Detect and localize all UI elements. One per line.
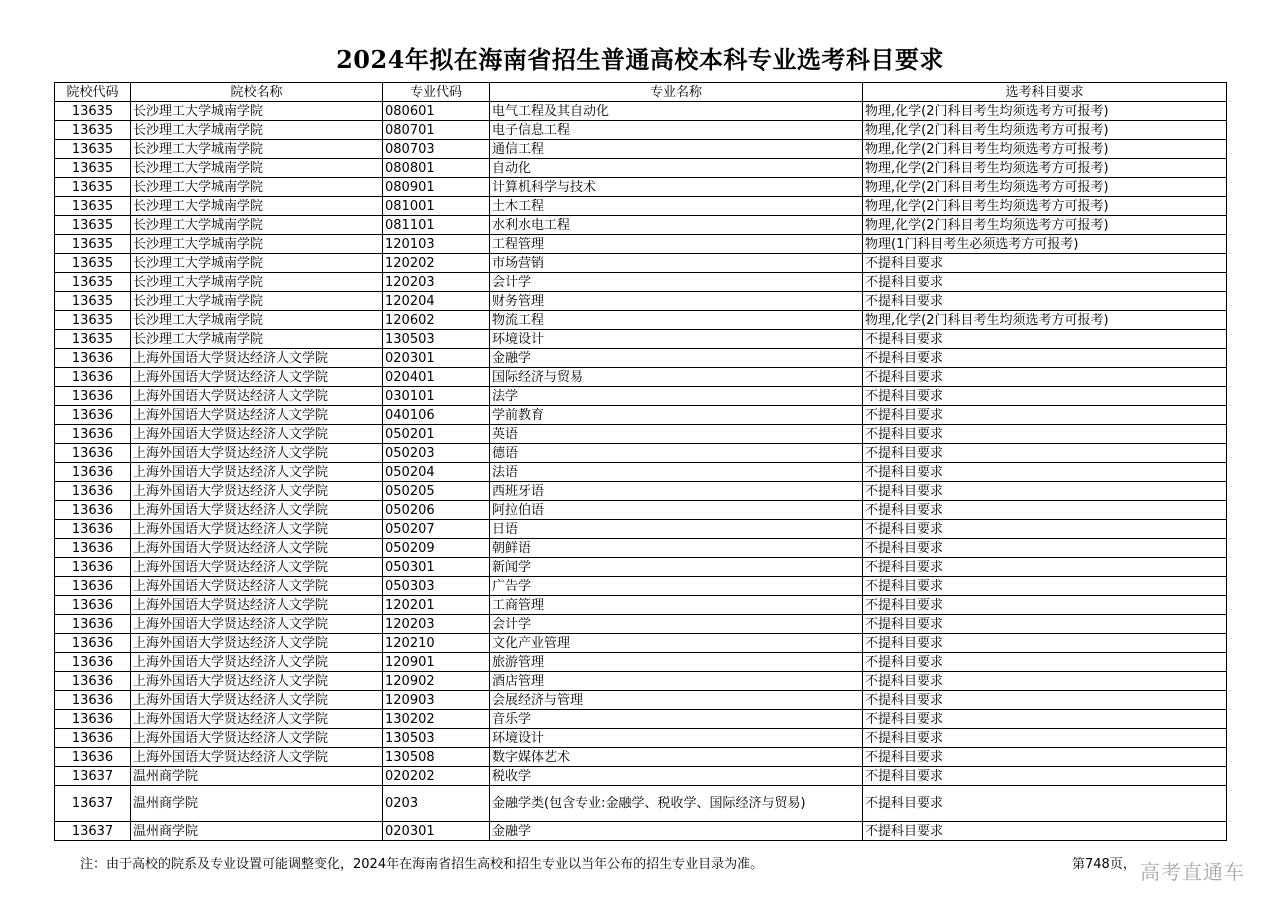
cell-major-code: 050204 xyxy=(383,463,490,482)
table-row xyxy=(55,368,1227,387)
cell-major-name: 西班牙语 xyxy=(490,482,863,501)
cell-major-name: 广告学 xyxy=(490,577,863,596)
cell-subject-requirement: 不提科目要求 xyxy=(863,425,1227,444)
cell-institution-name: 上海外国语大学贤达经济人文学院 xyxy=(131,368,383,387)
cell-major-code: 081001 xyxy=(383,197,490,216)
cell-major-name: 计算机科学与技术 xyxy=(490,178,863,197)
table-row xyxy=(55,767,1227,786)
cell-institution-code: 13636 xyxy=(55,729,131,748)
cell-institution-name: 上海外国语大学贤达经济人文学院 xyxy=(131,634,383,653)
cell-institution-name: 上海外国语大学贤达经济人文学院 xyxy=(131,520,383,539)
table-row xyxy=(55,406,1227,425)
cell-major-code: 080601 xyxy=(383,102,490,121)
table-row xyxy=(55,615,1227,634)
cell-major-code: 050201 xyxy=(383,425,490,444)
cell-major-code: 080701 xyxy=(383,121,490,140)
cell-major-name: 电子信息工程 xyxy=(490,121,863,140)
cell-institution-code: 13637 xyxy=(55,786,131,822)
cell-subject-requirement: 不提科目要求 xyxy=(863,292,1227,311)
table-row xyxy=(55,786,1227,822)
cell-major-name: 环境设计 xyxy=(490,330,863,349)
cell-institution-name: 上海外国语大学贤达经济人文学院 xyxy=(131,387,383,406)
cell-subject-requirement: 不提科目要求 xyxy=(863,254,1227,273)
watermark: 高考直通车 xyxy=(1140,860,1245,884)
cell-major-name: 新闻学 xyxy=(490,558,863,577)
cell-institution-code: 13635 xyxy=(55,102,131,121)
cell-institution-code: 13636 xyxy=(55,349,131,368)
cell-institution-name: 长沙理工大学城南学院 xyxy=(131,178,383,197)
cell-institution-code: 13636 xyxy=(55,520,131,539)
cell-major-code: 120210 xyxy=(383,634,490,653)
cell-subject-requirement: 不提科目要求 xyxy=(863,653,1227,672)
table-row xyxy=(55,577,1227,596)
footnote: 注：由于高校的院系及专业设置可能调整变化，2024年在海南省招生高校和招生专业以当年公布的招生专业目录为准。 xyxy=(80,857,764,872)
cell-institution-code: 13636 xyxy=(55,463,131,482)
cell-major-code: 050205 xyxy=(383,482,490,501)
cell-institution-code: 13636 xyxy=(55,653,131,672)
header-major-code: 专业代码 xyxy=(383,83,490,102)
cell-subject-requirement: 不提科目要求 xyxy=(863,349,1227,368)
cell-institution-name: 上海外国语大学贤达经济人文学院 xyxy=(131,406,383,425)
page-title: 2024年拟在海南省招生普通高校本科专业选考科目要求 xyxy=(336,45,944,74)
table-row xyxy=(55,425,1227,444)
cell-institution-code: 13636 xyxy=(55,596,131,615)
table-row xyxy=(55,653,1227,672)
table-row xyxy=(55,691,1227,710)
cell-subject-requirement: 不提科目要求 xyxy=(863,672,1227,691)
cell-institution-name: 长沙理工大学城南学院 xyxy=(131,159,383,178)
cell-subject-requirement: 物理,化学(2门科目考生均须选考方可报考) xyxy=(863,159,1227,178)
cell-institution-name: 温州商学院 xyxy=(131,822,383,841)
cell-major-name: 金融学 xyxy=(490,349,863,368)
cell-institution-name: 温州商学院 xyxy=(131,786,383,822)
cell-institution-code: 13636 xyxy=(55,691,131,710)
cell-institution-name: 长沙理工大学城南学院 xyxy=(131,121,383,140)
cell-subject-requirement: 物理,化学(2门科目考生均须选考方可报考) xyxy=(863,121,1227,140)
cell-institution-name: 长沙理工大学城南学院 xyxy=(131,140,383,159)
header-subject-requirement: 选考科目要求 xyxy=(863,83,1227,102)
cell-institution-code: 13636 xyxy=(55,558,131,577)
cell-major-name: 学前教育 xyxy=(490,406,863,425)
cell-subject-requirement: 不提科目要求 xyxy=(863,822,1227,841)
cell-institution-name: 温州商学院 xyxy=(131,767,383,786)
cell-major-code: 120201 xyxy=(383,596,490,615)
cell-major-code: 120902 xyxy=(383,672,490,691)
cell-institution-code: 13635 xyxy=(55,197,131,216)
table-row xyxy=(55,140,1227,159)
cell-major-name: 税收学 xyxy=(490,767,863,786)
table-row xyxy=(55,501,1227,520)
cell-subject-requirement: 不提科目要求 xyxy=(863,615,1227,634)
cell-institution-name: 上海外国语大学贤达经济人文学院 xyxy=(131,653,383,672)
cell-subject-requirement: 不提科目要求 xyxy=(863,539,1227,558)
table-row xyxy=(55,444,1227,463)
cell-institution-code: 13635 xyxy=(55,235,131,254)
cell-major-code: 020301 xyxy=(383,349,490,368)
cell-subject-requirement: 不提科目要求 xyxy=(863,406,1227,425)
cell-major-name: 旅游管理 xyxy=(490,653,863,672)
cell-major-code: 020202 xyxy=(383,767,490,786)
cell-major-name: 会展经济与管理 xyxy=(490,691,863,710)
cell-major-name: 文化产业管理 xyxy=(490,634,863,653)
cell-subject-requirement: 不提科目要求 xyxy=(863,577,1227,596)
cell-major-name: 数字媒体艺术 xyxy=(490,748,863,767)
table-row xyxy=(55,216,1227,235)
table-row xyxy=(55,822,1227,841)
cell-subject-requirement: 物理,化学(2门科目考生均须选考方可报考) xyxy=(863,102,1227,121)
cell-institution-code: 13635 xyxy=(55,254,131,273)
table-row xyxy=(55,748,1227,767)
cell-major-name: 通信工程 xyxy=(490,140,863,159)
cell-institution-name: 长沙理工大学城南学院 xyxy=(131,197,383,216)
header-institution-code: 院校代码 xyxy=(55,83,131,102)
cell-major-code: 081101 xyxy=(383,216,490,235)
cell-subject-requirement: 不提科目要求 xyxy=(863,330,1227,349)
cell-institution-code: 13636 xyxy=(55,748,131,767)
cell-subject-requirement: 不提科目要求 xyxy=(863,482,1227,501)
cell-major-code: 120203 xyxy=(383,615,490,634)
cell-institution-code: 13636 xyxy=(55,482,131,501)
cell-major-name: 自动化 xyxy=(490,159,863,178)
cell-major-name: 法语 xyxy=(490,463,863,482)
cell-institution-name: 上海外国语大学贤达经济人文学院 xyxy=(131,710,383,729)
cell-major-name: 阿拉伯语 xyxy=(490,501,863,520)
cell-major-name: 朝鲜语 xyxy=(490,539,863,558)
table-body xyxy=(55,102,1227,841)
table-header-row xyxy=(55,83,1227,102)
cell-major-name: 金融学类(包含专业:金融学、税收学、国际经济与贸易) xyxy=(490,786,863,822)
cell-institution-code: 13635 xyxy=(55,311,131,330)
cell-subject-requirement: 不提科目要求 xyxy=(863,273,1227,292)
table-row xyxy=(55,539,1227,558)
cell-major-name: 会计学 xyxy=(490,615,863,634)
cell-institution-code: 13636 xyxy=(55,501,131,520)
cell-institution-code: 13635 xyxy=(55,159,131,178)
cell-institution-name: 上海外国语大学贤达经济人文学院 xyxy=(131,558,383,577)
cell-institution-name: 长沙理工大学城南学院 xyxy=(131,311,383,330)
cell-subject-requirement: 不提科目要求 xyxy=(863,634,1227,653)
cell-subject-requirement: 物理(1门科目考生必须选考方可报考) xyxy=(863,235,1227,254)
cell-major-code: 050303 xyxy=(383,577,490,596)
table-row xyxy=(55,197,1227,216)
cell-major-code: 020301 xyxy=(383,822,490,841)
cell-institution-code: 13635 xyxy=(55,121,131,140)
table-row xyxy=(55,463,1227,482)
cell-institution-code: 13636 xyxy=(55,577,131,596)
cell-institution-code: 13637 xyxy=(55,822,131,841)
cell-institution-name: 上海外国语大学贤达经济人文学院 xyxy=(131,691,383,710)
cell-major-code: 0203 xyxy=(383,786,490,822)
cell-institution-name: 上海外国语大学贤达经济人文学院 xyxy=(131,748,383,767)
table-row xyxy=(55,235,1227,254)
table-row xyxy=(55,387,1227,406)
cell-institution-code: 13637 xyxy=(55,767,131,786)
cell-institution-code: 13636 xyxy=(55,425,131,444)
table-row xyxy=(55,520,1227,539)
table-row xyxy=(55,634,1227,653)
cell-institution-code: 13636 xyxy=(55,444,131,463)
cell-major-code: 130202 xyxy=(383,710,490,729)
cell-subject-requirement: 物理,化学(2门科目考生均须选考方可报考) xyxy=(863,140,1227,159)
cell-institution-name: 上海外国语大学贤达经济人文学院 xyxy=(131,425,383,444)
cell-institution-name: 长沙理工大学城南学院 xyxy=(131,235,383,254)
cell-major-code: 120103 xyxy=(383,235,490,254)
cell-major-code: 120602 xyxy=(383,311,490,330)
cell-major-code: 040106 xyxy=(383,406,490,425)
cell-major-code: 050206 xyxy=(383,501,490,520)
cell-major-code: 080801 xyxy=(383,159,490,178)
cell-major-code: 120903 xyxy=(383,691,490,710)
page-number: 第748页， xyxy=(1072,857,1136,872)
cell-subject-requirement: 不提科目要求 xyxy=(863,387,1227,406)
table-row xyxy=(55,273,1227,292)
table-row xyxy=(55,159,1227,178)
cell-subject-requirement: 物理,化学(2门科目考生均须选考方可报考) xyxy=(863,311,1227,330)
cell-subject-requirement: 不提科目要求 xyxy=(863,463,1227,482)
cell-subject-requirement: 不提科目要求 xyxy=(863,729,1227,748)
header-institution-name: 院校名称 xyxy=(131,83,383,102)
cell-subject-requirement: 不提科目要求 xyxy=(863,444,1227,463)
cell-major-name: 日语 xyxy=(490,520,863,539)
cell-major-code: 080901 xyxy=(383,178,490,197)
table-row xyxy=(55,672,1227,691)
cell-major-code: 050203 xyxy=(383,444,490,463)
cell-institution-code: 13636 xyxy=(55,634,131,653)
cell-major-code: 120901 xyxy=(383,653,490,672)
cell-institution-name: 上海外国语大学贤达经济人文学院 xyxy=(131,463,383,482)
cell-subject-requirement: 不提科目要求 xyxy=(863,558,1227,577)
cell-major-code: 120204 xyxy=(383,292,490,311)
cell-major-name: 音乐学 xyxy=(490,710,863,729)
table-row xyxy=(55,558,1227,577)
cell-major-name: 国际经济与贸易 xyxy=(490,368,863,387)
cell-institution-code: 13635 xyxy=(55,292,131,311)
cell-institution-code: 13636 xyxy=(55,672,131,691)
cell-major-name: 酒店管理 xyxy=(490,672,863,691)
table-row xyxy=(55,102,1227,121)
cell-major-name: 环境设计 xyxy=(490,729,863,748)
cell-subject-requirement: 不提科目要求 xyxy=(863,710,1227,729)
cell-major-name: 工程管理 xyxy=(490,235,863,254)
table-row xyxy=(55,710,1227,729)
cell-institution-name: 长沙理工大学城南学院 xyxy=(131,292,383,311)
cell-major-name: 财务管理 xyxy=(490,292,863,311)
cell-major-code: 050301 xyxy=(383,558,490,577)
cell-institution-name: 上海外国语大学贤达经济人文学院 xyxy=(131,501,383,520)
cell-institution-name: 上海外国语大学贤达经济人文学院 xyxy=(131,482,383,501)
cell-major-name: 金融学 xyxy=(490,822,863,841)
cell-major-name: 物流工程 xyxy=(490,311,863,330)
table-row xyxy=(55,254,1227,273)
table-row xyxy=(55,482,1227,501)
cell-institution-code: 13636 xyxy=(55,710,131,729)
cell-institution-code: 13635 xyxy=(55,330,131,349)
table-row xyxy=(55,596,1227,615)
cell-major-code: 120202 xyxy=(383,254,490,273)
cell-major-code: 050207 xyxy=(383,520,490,539)
cell-major-name: 电气工程及其自动化 xyxy=(490,102,863,121)
cell-institution-name: 上海外国语大学贤达经济人文学院 xyxy=(131,444,383,463)
cell-subject-requirement: 不提科目要求 xyxy=(863,786,1227,822)
cell-institution-name: 长沙理工大学城南学院 xyxy=(131,254,383,273)
cell-subject-requirement: 不提科目要求 xyxy=(863,368,1227,387)
cell-major-name: 德语 xyxy=(490,444,863,463)
table-row xyxy=(55,121,1227,140)
cell-institution-name: 长沙理工大学城南学院 xyxy=(131,102,383,121)
cell-major-code: 120203 xyxy=(383,273,490,292)
cell-major-name: 法学 xyxy=(490,387,863,406)
table-row xyxy=(55,178,1227,197)
cell-major-code: 020401 xyxy=(383,368,490,387)
header-major-name: 专业名称 xyxy=(490,83,863,102)
requirements-table xyxy=(54,82,1227,841)
table-row xyxy=(55,311,1227,330)
cell-subject-requirement: 不提科目要求 xyxy=(863,691,1227,710)
cell-subject-requirement: 不提科目要求 xyxy=(863,596,1227,615)
cell-major-code: 130503 xyxy=(383,729,490,748)
cell-institution-name: 上海外国语大学贤达经济人文学院 xyxy=(131,349,383,368)
cell-institution-code: 13636 xyxy=(55,387,131,406)
cell-institution-name: 上海外国语大学贤达经济人文学院 xyxy=(131,729,383,748)
cell-major-code: 030101 xyxy=(383,387,490,406)
cell-institution-code: 13636 xyxy=(55,406,131,425)
cell-institution-name: 上海外国语大学贤达经济人文学院 xyxy=(131,596,383,615)
cell-subject-requirement: 不提科目要求 xyxy=(863,520,1227,539)
cell-subject-requirement: 不提科目要求 xyxy=(863,748,1227,767)
cell-subject-requirement: 不提科目要求 xyxy=(863,501,1227,520)
cell-institution-code: 13636 xyxy=(55,539,131,558)
table-row xyxy=(55,330,1227,349)
cell-institution-code: 13635 xyxy=(55,178,131,197)
cell-major-code: 130508 xyxy=(383,748,490,767)
cell-major-code: 050209 xyxy=(383,539,490,558)
cell-major-name: 市场营销 xyxy=(490,254,863,273)
cell-institution-code: 13635 xyxy=(55,273,131,292)
cell-institution-name: 长沙理工大学城南学院 xyxy=(131,330,383,349)
cell-subject-requirement: 物理,化学(2门科目考生均须选考方可报考) xyxy=(863,197,1227,216)
cell-major-code: 080703 xyxy=(383,140,490,159)
table-row xyxy=(55,729,1227,748)
cell-institution-code: 13635 xyxy=(55,140,131,159)
cell-institution-code: 13635 xyxy=(55,216,131,235)
cell-subject-requirement: 不提科目要求 xyxy=(863,767,1227,786)
cell-institution-name: 长沙理工大学城南学院 xyxy=(131,273,383,292)
cell-subject-requirement: 物理,化学(2门科目考生均须选考方可报考) xyxy=(863,178,1227,197)
cell-institution-code: 13636 xyxy=(55,615,131,634)
cell-major-name: 英语 xyxy=(490,425,863,444)
cell-major-code: 130503 xyxy=(383,330,490,349)
cell-institution-name: 上海外国语大学贤达经济人文学院 xyxy=(131,539,383,558)
cell-institution-name: 上海外国语大学贤达经济人文学院 xyxy=(131,577,383,596)
cell-major-name: 水利水电工程 xyxy=(490,216,863,235)
cell-institution-code: 13636 xyxy=(55,368,131,387)
cell-institution-name: 长沙理工大学城南学院 xyxy=(131,216,383,235)
cell-subject-requirement: 物理,化学(2门科目考生均须选考方可报考) xyxy=(863,216,1227,235)
cell-major-name: 会计学 xyxy=(490,273,863,292)
table-row xyxy=(55,292,1227,311)
cell-major-name: 工商管理 xyxy=(490,596,863,615)
table-row xyxy=(55,349,1227,368)
cell-institution-name: 上海外国语大学贤达经济人文学院 xyxy=(131,615,383,634)
cell-institution-name: 上海外国语大学贤达经济人文学院 xyxy=(131,672,383,691)
cell-major-name: 土木工程 xyxy=(490,197,863,216)
